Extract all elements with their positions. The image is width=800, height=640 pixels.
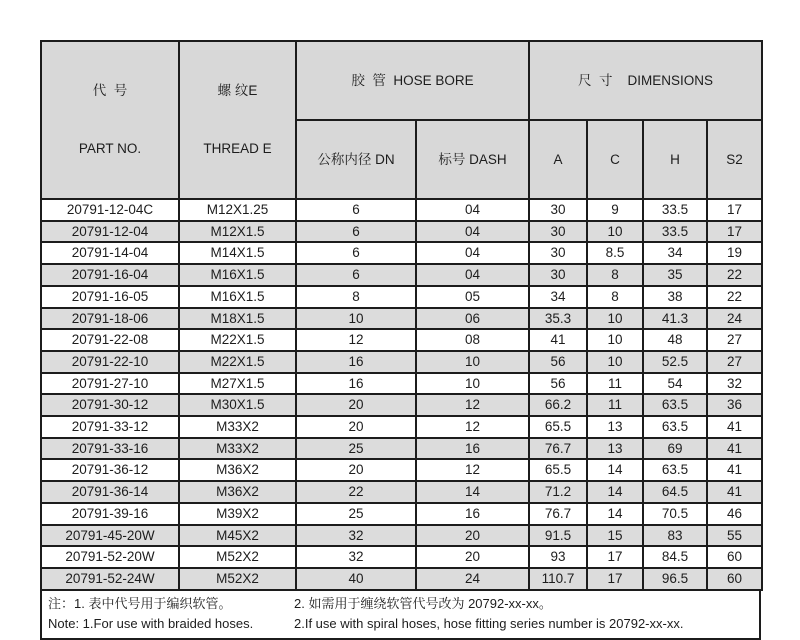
table-cell: 20791-22-10 bbox=[41, 351, 179, 373]
table-cell: 71.2 bbox=[529, 481, 587, 503]
table-row bbox=[41, 199, 762, 221]
table-row bbox=[41, 221, 762, 243]
table-cell: 16 bbox=[296, 373, 416, 395]
table-cell: 15 bbox=[587, 525, 643, 547]
table-cell: 64.5 bbox=[643, 481, 707, 503]
table-cell: 14 bbox=[587, 481, 643, 503]
table-cell: 65.5 bbox=[529, 459, 587, 481]
table-cell: 10 bbox=[587, 221, 643, 243]
table-cell: 20791-30-12 bbox=[41, 394, 179, 416]
col-header-thread-en: THREAD E bbox=[203, 141, 272, 156]
table-cell: 33.5 bbox=[643, 221, 707, 243]
table-cell: 20791-52-20W bbox=[41, 546, 179, 568]
table-cell: 30 bbox=[529, 242, 587, 264]
table-row bbox=[41, 394, 762, 416]
table-cell: 6 bbox=[296, 264, 416, 286]
table-cell: 38 bbox=[643, 286, 707, 308]
table-cell: 06 bbox=[416, 308, 529, 330]
table-cell: 08 bbox=[416, 329, 529, 351]
table-row bbox=[41, 546, 762, 568]
notes-box bbox=[40, 591, 761, 640]
table-cell: M52X2 bbox=[179, 568, 296, 590]
table-cell: 93 bbox=[529, 546, 587, 568]
note-en-2: 2.If use with spiral hoses, hose fitting series number is 20792-xx-xx. bbox=[294, 615, 684, 631]
table-cell: 22 bbox=[296, 481, 416, 503]
table-header bbox=[41, 41, 762, 199]
table-cell: 20 bbox=[416, 525, 529, 547]
table-cell: 48 bbox=[643, 329, 707, 351]
col-header-c: C bbox=[587, 120, 643, 199]
table-row bbox=[41, 286, 762, 308]
table-cell: 12 bbox=[296, 329, 416, 351]
table-cell: 84.5 bbox=[643, 546, 707, 568]
table-cell: 65.5 bbox=[529, 416, 587, 438]
table-cell: 55 bbox=[707, 525, 762, 547]
table-cell: 16 bbox=[416, 503, 529, 525]
col-header-part-no-en: PART NO. bbox=[78, 141, 142, 156]
table-cell: 22 bbox=[707, 286, 762, 308]
table-cell: 24 bbox=[416, 568, 529, 590]
table-cell: 83 bbox=[643, 525, 707, 547]
table-cell: 16 bbox=[296, 351, 416, 373]
table-cell: 63.5 bbox=[643, 459, 707, 481]
table-cell: 56 bbox=[529, 351, 587, 373]
table-cell: 12 bbox=[416, 394, 529, 416]
table-cell: 41 bbox=[707, 481, 762, 503]
table-cell: M12X1.5 bbox=[179, 221, 296, 243]
table-cell: 34 bbox=[529, 286, 587, 308]
table-cell: 35 bbox=[643, 264, 707, 286]
note-zh-1: 注：1. 表中代号用于编织软管。 bbox=[48, 595, 232, 611]
table-row bbox=[41, 373, 762, 395]
table-cell: 32 bbox=[707, 373, 762, 395]
table-cell: 40 bbox=[296, 568, 416, 590]
table-cell: 76.7 bbox=[529, 503, 587, 525]
table-cell: 20791-12-04C bbox=[41, 199, 179, 221]
table-row bbox=[41, 503, 762, 525]
note-en-1: Note: 1.For use with braided hoses. bbox=[48, 615, 254, 631]
table-cell: 20791-22-08 bbox=[41, 329, 179, 351]
col-header-dn: 公称内径 DN bbox=[296, 120, 416, 199]
table-cell: 25 bbox=[296, 438, 416, 460]
col-group-dimensions: 尺 寸 DIMENSIONS bbox=[529, 41, 762, 120]
table-cell: 12 bbox=[416, 416, 529, 438]
table-cell: 20791-12-04 bbox=[41, 221, 179, 243]
table-row bbox=[41, 568, 762, 590]
table-cell: 20791-16-05 bbox=[41, 286, 179, 308]
table-row bbox=[41, 525, 762, 547]
table-cell: 33.5 bbox=[643, 199, 707, 221]
table-cell: 10 bbox=[587, 329, 643, 351]
table-row bbox=[41, 416, 762, 438]
table-cell: M18X1.5 bbox=[179, 308, 296, 330]
table-cell: 20791-18-06 bbox=[41, 308, 179, 330]
col-header-thread-zh: 螺 纹E bbox=[217, 83, 258, 98]
table-cell: 20791-39-16 bbox=[41, 503, 179, 525]
spec-table bbox=[40, 40, 763, 591]
table-cell: 17 bbox=[707, 199, 762, 221]
note-line-zh bbox=[48, 594, 753, 614]
table-cell: 30 bbox=[529, 264, 587, 286]
table-cell: 17 bbox=[707, 221, 762, 243]
table-cell: 8.5 bbox=[587, 242, 643, 264]
table-cell: 52.5 bbox=[643, 351, 707, 373]
table-cell: 66.2 bbox=[529, 394, 587, 416]
table-cell: 25 bbox=[296, 503, 416, 525]
table-cell: M36X2 bbox=[179, 459, 296, 481]
table-cell: 05 bbox=[416, 286, 529, 308]
table-cell: 36 bbox=[707, 394, 762, 416]
table-cell: 41 bbox=[707, 459, 762, 481]
table-cell: 10 bbox=[587, 351, 643, 373]
table-cell: 10 bbox=[587, 308, 643, 330]
table-cell: 41 bbox=[529, 329, 587, 351]
table-cell: 04 bbox=[416, 264, 529, 286]
table-cell: 20791-36-14 bbox=[41, 481, 179, 503]
table-cell: 30 bbox=[529, 221, 587, 243]
table-body bbox=[41, 199, 762, 590]
table-row bbox=[41, 264, 762, 286]
note-line-en bbox=[48, 614, 753, 634]
table-cell: M52X2 bbox=[179, 546, 296, 568]
table-cell: 11 bbox=[587, 394, 643, 416]
table-cell: M22X1.5 bbox=[179, 351, 296, 373]
table-cell: M33X2 bbox=[179, 416, 296, 438]
table-cell: 17 bbox=[587, 568, 643, 590]
table-cell: 32 bbox=[296, 546, 416, 568]
table-cell: 10 bbox=[416, 373, 529, 395]
table-cell: 14 bbox=[587, 503, 643, 525]
table-cell: 04 bbox=[416, 242, 529, 264]
table-cell: 12 bbox=[416, 459, 529, 481]
table-cell: 110.7 bbox=[529, 568, 587, 590]
table-cell: 91.5 bbox=[529, 525, 587, 547]
table-cell: M33X2 bbox=[179, 438, 296, 460]
table-cell: 6 bbox=[296, 242, 416, 264]
table-cell: M16X1.5 bbox=[179, 264, 296, 286]
table-cell: 10 bbox=[416, 351, 529, 373]
table-cell: 20791-16-04 bbox=[41, 264, 179, 286]
table-cell: 13 bbox=[587, 416, 643, 438]
table-row bbox=[41, 351, 762, 373]
table-cell: 20791-33-16 bbox=[41, 438, 179, 460]
table-cell: 24 bbox=[707, 308, 762, 330]
table-cell: 10 bbox=[296, 308, 416, 330]
table-cell: 11 bbox=[587, 373, 643, 395]
col-header-thread bbox=[179, 41, 296, 199]
table-cell: 41 bbox=[707, 416, 762, 438]
col-group-hose-bore: 胶 管 HOSE BORE bbox=[296, 41, 529, 120]
table-cell: 60 bbox=[707, 546, 762, 568]
table-cell: 9 bbox=[587, 199, 643, 221]
table-row bbox=[41, 438, 762, 460]
table-cell: M16X1.5 bbox=[179, 286, 296, 308]
table-cell: 96.5 bbox=[643, 568, 707, 590]
table-cell: 6 bbox=[296, 221, 416, 243]
table-row bbox=[41, 308, 762, 330]
table-cell: 16 bbox=[416, 438, 529, 460]
table-cell: 19 bbox=[707, 242, 762, 264]
table-cell: 60 bbox=[707, 568, 762, 590]
table-cell: 6 bbox=[296, 199, 416, 221]
table-row bbox=[41, 459, 762, 481]
note-zh-2: 2. 如需用于缠绕软管代号改为 20792-xx-xx。 bbox=[294, 595, 552, 611]
table-cell: 20791-33-12 bbox=[41, 416, 179, 438]
table-cell: 8 bbox=[587, 264, 643, 286]
table-cell: 46 bbox=[707, 503, 762, 525]
table-cell: 17 bbox=[587, 546, 643, 568]
table-cell: M36X2 bbox=[179, 481, 296, 503]
table-cell: 20 bbox=[296, 416, 416, 438]
col-header-h: H bbox=[643, 120, 707, 199]
table-cell: 8 bbox=[587, 286, 643, 308]
table-cell: 04 bbox=[416, 199, 529, 221]
table-cell: M39X2 bbox=[179, 503, 296, 525]
table-cell: 20791-36-12 bbox=[41, 459, 179, 481]
table-cell: 41.3 bbox=[643, 308, 707, 330]
table-cell: 35.3 bbox=[529, 308, 587, 330]
table-cell: 20791-52-24W bbox=[41, 568, 179, 590]
col-header-part-no bbox=[41, 41, 179, 199]
table-cell: M45X2 bbox=[179, 525, 296, 547]
table-cell: 20 bbox=[296, 394, 416, 416]
table-cell: 20791-14-04 bbox=[41, 242, 179, 264]
table-cell: 69 bbox=[643, 438, 707, 460]
table-cell: 54 bbox=[643, 373, 707, 395]
table-cell: 27 bbox=[707, 351, 762, 373]
table-cell: M12X1.25 bbox=[179, 199, 296, 221]
table-cell: 22 bbox=[707, 264, 762, 286]
table-cell: 8 bbox=[296, 286, 416, 308]
table-cell: 04 bbox=[416, 221, 529, 243]
table-cell: 13 bbox=[587, 438, 643, 460]
table-cell: M22X1.5 bbox=[179, 329, 296, 351]
col-header-part-no-zh: 代 号 bbox=[92, 83, 128, 98]
col-header-s2: S2 bbox=[707, 120, 762, 199]
table-cell: M30X1.5 bbox=[179, 394, 296, 416]
spec-table-container bbox=[40, 40, 761, 640]
col-header-a: A bbox=[529, 120, 587, 199]
table-row bbox=[41, 242, 762, 264]
table-cell: 70.5 bbox=[643, 503, 707, 525]
table-cell: 32 bbox=[296, 525, 416, 547]
table-cell: 34 bbox=[643, 242, 707, 264]
table-cell: 20791-27-10 bbox=[41, 373, 179, 395]
table-cell: 63.5 bbox=[643, 416, 707, 438]
table-cell: 14 bbox=[416, 481, 529, 503]
table-row bbox=[41, 329, 762, 351]
table-cell: 41 bbox=[707, 438, 762, 460]
table-row bbox=[41, 481, 762, 503]
table-cell: M14X1.5 bbox=[179, 242, 296, 264]
table-cell: 30 bbox=[529, 199, 587, 221]
table-cell: 76.7 bbox=[529, 438, 587, 460]
table-cell: 20 bbox=[296, 459, 416, 481]
table-cell: 63.5 bbox=[643, 394, 707, 416]
table-cell: 14 bbox=[587, 459, 643, 481]
table-cell: 20791-45-20W bbox=[41, 525, 179, 547]
table-cell: 56 bbox=[529, 373, 587, 395]
table-cell: M27X1.5 bbox=[179, 373, 296, 395]
table-cell: 27 bbox=[707, 329, 762, 351]
table-cell: 20 bbox=[416, 546, 529, 568]
col-header-dash: 标号 DASH bbox=[416, 120, 529, 199]
